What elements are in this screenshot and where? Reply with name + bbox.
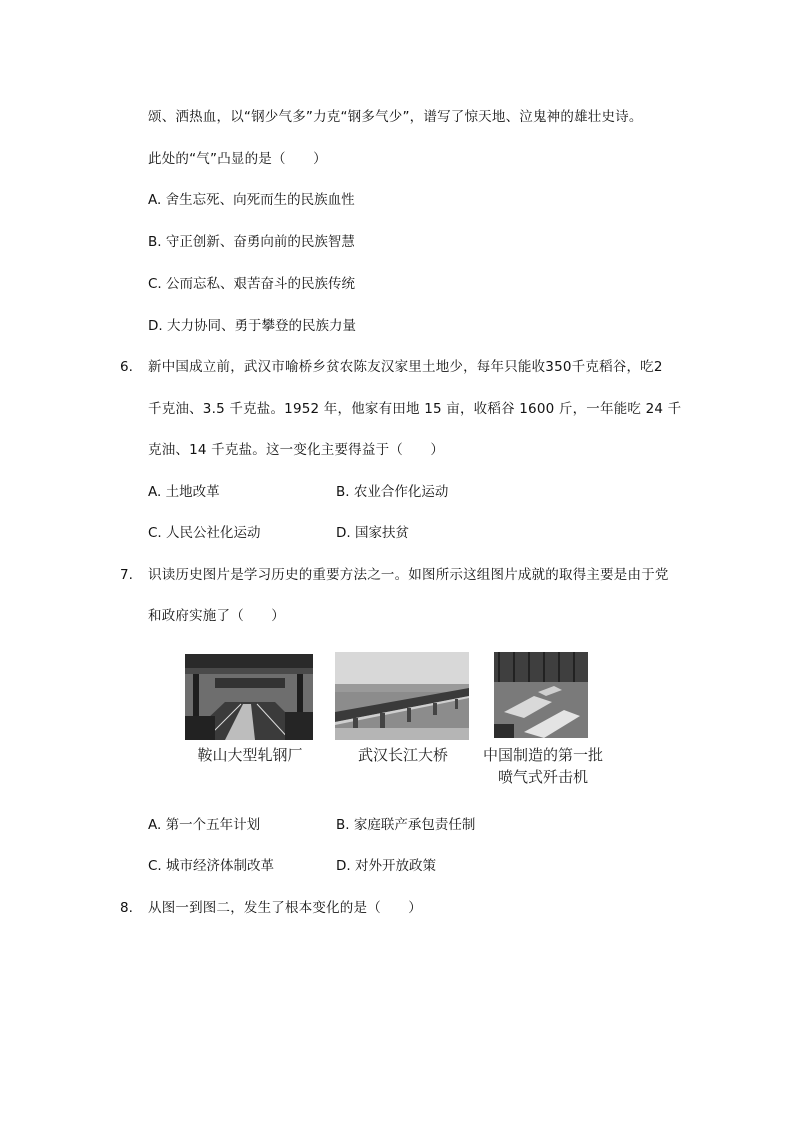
q6-text-line-3: 克油、14 千克盐。这一变化主要得益于（ ） bbox=[148, 442, 445, 458]
jet-fighter-photo bbox=[494, 652, 588, 738]
caption-jet-line-1: 中国制造的第一批 bbox=[482, 746, 603, 764]
q5-text-line-2: 此处的“气”凸显的是（ ） bbox=[148, 151, 327, 167]
q6-option-a[interactable]: A. 土地改革 bbox=[148, 484, 220, 500]
q7-option-a[interactable]: A. 第一个五年计划 bbox=[148, 817, 261, 833]
q5-option-a[interactable]: A. 舍生忘死、向死而生的民族血性 bbox=[148, 192, 355, 208]
steel-mill-photo bbox=[185, 654, 313, 740]
q7-number: 7. bbox=[120, 567, 133, 583]
q5-option-b[interactable]: B. 守正创新、奋勇向前的民族智慧 bbox=[148, 234, 355, 250]
q6-option-c[interactable]: C. 人民公社化运动 bbox=[148, 525, 261, 541]
caption-steel-mill: 鞍山大型轧钢厂 bbox=[197, 746, 303, 764]
q8-number: 8. bbox=[120, 900, 133, 916]
q6-option-d[interactable]: D. 国家扶贫 bbox=[336, 525, 409, 541]
q5-text-line-1: 颂、洒热血，以“钢少气多”力克“钢多气少”，谱写了惊天地、泣鬼神的雄壮史诗。 bbox=[148, 109, 643, 125]
q8-text-line-1: 从图一到图二，发生了根本变化的是（ ） bbox=[148, 900, 422, 916]
caption-bridge: 武汉长江大桥 bbox=[357, 746, 448, 764]
q5-option-c[interactable]: C. 公而忘私、艰苦奋斗的民族传统 bbox=[148, 276, 356, 292]
q6-text-line-1: 新中国成立前，武汉市喻桥乡贫农陈友汉家里土地少，每年只能收350千克稻谷，吃2 bbox=[148, 359, 663, 375]
bridge-photo bbox=[335, 652, 469, 740]
q7-option-c[interactable]: C. 城市经济体制改革 bbox=[148, 858, 275, 874]
steel-mill-illustration bbox=[185, 654, 313, 740]
q6-text-line-2: 千克油、3.5 千克盐。1952 年，他家有田地 15 亩，收稻谷 1600 斤，一年能吃 24 千 bbox=[148, 401, 682, 417]
q6-option-b[interactable]: B. 农业合作化运动 bbox=[336, 484, 449, 500]
jet-fighter-illustration bbox=[494, 652, 588, 738]
q5-option-d[interactable]: D. 大力协同、勇于攀登的民族力量 bbox=[148, 318, 356, 334]
caption-jet-line-2: 喷气式歼击机 bbox=[497, 768, 588, 786]
q6-number: 6. bbox=[120, 359, 133, 375]
q7-option-b[interactable]: B. 家庭联产承包责任制 bbox=[336, 817, 476, 833]
q7-text-line-1: 识读历史图片是学习历史的重要方法之一。如图所示这组图片成就的取得主要是由于党 bbox=[148, 567, 669, 583]
q7-option-d[interactable]: D. 对外开放政策 bbox=[336, 858, 436, 874]
q7-text-line-2: 和政府实施了（ ） bbox=[148, 608, 285, 624]
bridge-illustration bbox=[335, 652, 469, 740]
